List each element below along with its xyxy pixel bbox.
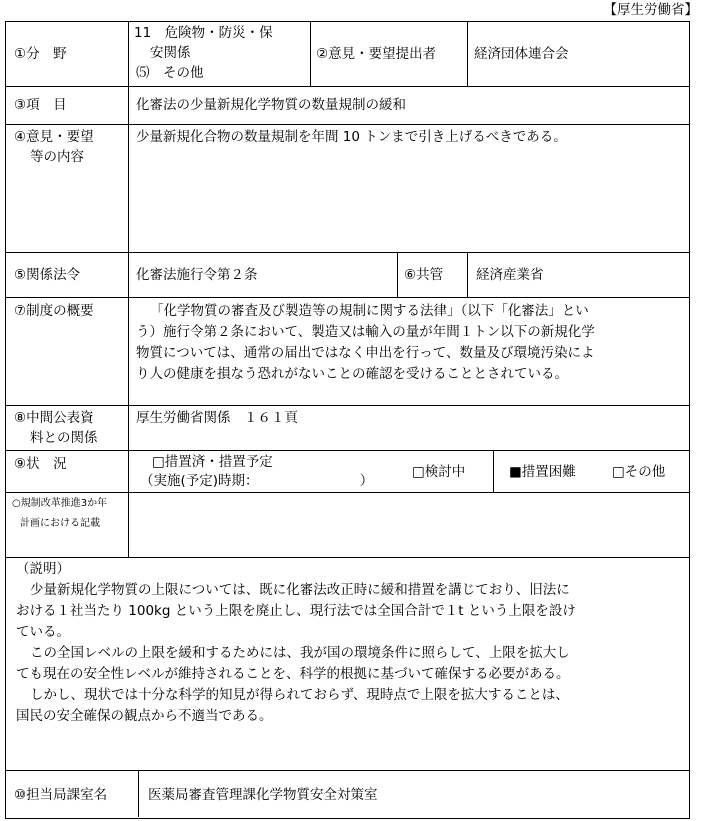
kankei-hourei-label: ⑤関係法令 <box>14 267 81 283</box>
ministry-tag: 【厚生労働省】 <box>603 2 698 18</box>
explanation-line1: 少量新規化学物質の上限については、既に化審法改正時に緩和措置を講じており、旧法に <box>30 582 570 598</box>
seido-line3: 物質については、通常の届出ではなく申出を行って、数量及び環境汚染によ <box>136 345 595 361</box>
teishutsu-value: 経済団体連合会 <box>474 46 569 62</box>
seido-line4: り人の健康を損なう恐れがないことの確認を受けることとされている。 <box>136 366 568 382</box>
bunya-value-line1: 11 危険物・防災・保 <box>134 25 273 41</box>
naiyou-label-line2: 等の内容 <box>30 149 84 165</box>
explanation-title: （説明） <box>16 561 70 577</box>
koumoku-label: ③項 目 <box>14 97 67 113</box>
explanation-line5: ても現在の安全性レベルが維持されることを、科学的根拠に基づいて確保する必要がある。 <box>16 666 570 682</box>
kyokan-value: 経済産業省 <box>476 267 544 283</box>
bunya-value-line2: 安関係 <box>150 45 191 61</box>
seido-label: ⑦制度の概要 <box>14 303 94 319</box>
kyokan-label: ⑥共管 <box>404 267 444 283</box>
kankei-hourei-value: 化審法施行令第２条 <box>136 267 258 283</box>
seido-line2: う）施行令第２条において、製造又は輸入の量が年間１トン以下の新規化学 <box>136 324 595 340</box>
explanation-line4: この全国レベルの上限を緩和するためには、我が国の環境条件に照らして、上限を拡大し <box>30 645 570 661</box>
seido-line1: 「化学物質の審査及び製造等の規制に関する法律」（以下「化審法」とい <box>150 303 589 319</box>
joukyou-label: ⑨状 況 <box>14 456 67 472</box>
koumoku-value: 化審法の少量新規化学物質の数量規制の緩和 <box>136 97 406 113</box>
tantou-value: 医薬局審査管理課化学物質安全対策室 <box>148 787 378 803</box>
explanation-line3: ている。 <box>16 624 70 640</box>
status-option-kentouchu: □検討中 <box>412 464 466 480</box>
explanation-line6: しかし、現状では十分な科学的知見が得られておらず、現時点で上限を拡大することは、 <box>30 687 569 703</box>
status-option-sochizumi-date: （実施(予定)時期： ） <box>140 473 374 489</box>
teishutsu-label: ②意見・要望提出者 <box>316 46 437 62</box>
keikaku-label-line2: 計画における記載 <box>20 518 100 529</box>
naiyou-value: 少量新規化合物の数量規制を年間 10 トンまで引き上げるべきである。 <box>136 129 567 145</box>
status-option-sochikonnan: ■措置困難 <box>509 464 576 480</box>
keikaku-label-line1: ○規制改革推進3か年 <box>12 498 108 509</box>
explanation-line7: 国民の安全確保の観点から不適当である。 <box>16 708 273 724</box>
chukan-label-line1: ⑧中間公表資 <box>14 410 94 426</box>
explanation-line2: おける１社当たり 100kg という上限を廃止し、現行法では全国合計で１t という上限を設け <box>16 603 576 619</box>
chukan-value: 厚生労働省関係 １６１頁 <box>136 410 298 426</box>
naiyou-label-line1: ④意見・要望 <box>14 129 94 145</box>
status-option-sonota: □その他 <box>612 464 666 480</box>
bunya-label: ①分 野 <box>14 46 67 62</box>
status-option-sochizumi: □措置済・措置予定 <box>152 454 273 470</box>
chukan-label-line2: 料との関係 <box>30 430 98 446</box>
tantou-label: ⑩担当局課室名 <box>14 787 108 803</box>
bunya-value-line3: ⑸ その他 <box>136 65 204 81</box>
